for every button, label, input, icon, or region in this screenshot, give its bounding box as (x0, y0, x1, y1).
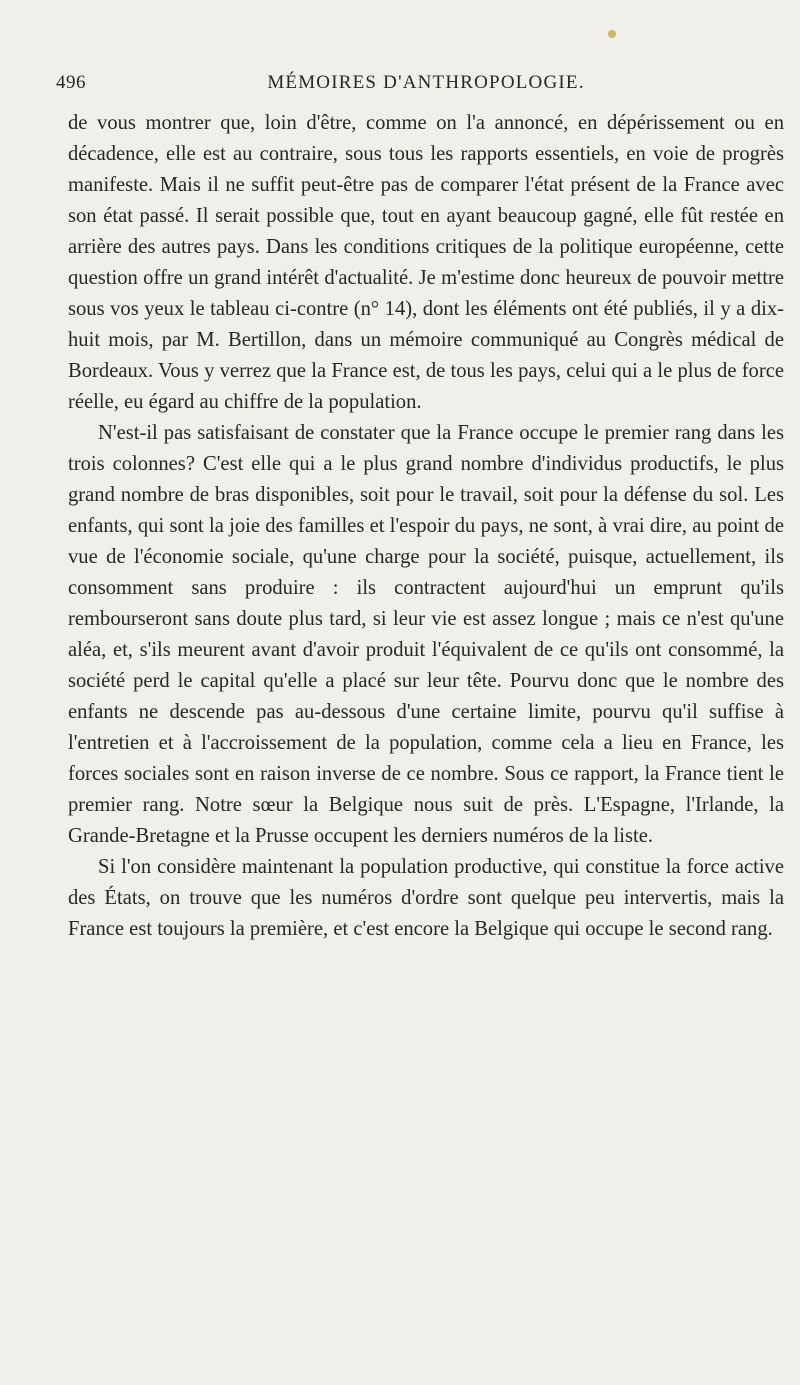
running-head: MÉMOIRES D'ANTHROPOLOGIE. (267, 72, 585, 93)
body-text (68, 108, 784, 945)
ink-speck (608, 30, 616, 38)
paragraph-ranking: N'est-il pas satisfaisant de constater que la France occupe le premier rang dans les trois colonnes? C'est elle qui a le plus grand nombre d'individus productifs, le plus grand nombre de bras disponibles, soit pour le travail, soit pour la défense du sol. Les enfants, qui sont la joie des familles et l'espoir du pays, ne sont, à vrai dire, au point de vue de l'économie sociale, qu'une charge pour la société, puisque, actuellement, ils consomment sans produire : ils contractent aujourd'hui un emprunt qu'ils rembourseront sans doute plus tard, si leur vie est assez longue ; mais ce n'est qu'une aléa, et, s'ils meurent avant d'avoir produit l'équivalent de ce qu'ils ont consommé, la société perd le capital qu'elle a placé sur leur tête. Pourvu donc que le nombre des enfants ne descende pas au-dessous d'une certaine limite, pourvu qu'il suffise à l'entretien et à l'accroissement de la population, comme cela a lieu en France, les forces sociales sont en raison inverse de ce nombre. Sous ce rapport, la France tient le premier rang. Notre sœur la Belgique nous suit de près. L'Espagne, l'Irlande, la Grande-Bretagne et la Prusse occupent les derniers numéros de la liste. (68, 422, 784, 847)
page-number: 496 (56, 72, 86, 93)
page-header (56, 72, 784, 102)
paragraph-continuation: de vous montrer que, loin d'être, comme on l'a annoncé, en dépérissement ou en décadence, elle est au contraire, sous tous les rapports essentiels, en voie de progrès manifeste. Mais il ne suffit peut-être pas de comparer l'état présent de la France avec son état passé. Il serait possible que, tout en ayant beaucoup gagné, elle fût restée en arrière des autres pays. Dans les conditions critiques de la politique européenne, cette question offre un grand intérêt d'actualité. Je m'estime donc heureux de pouvoir mettre sous vos yeux le tableau ci-contre (n° 14), dont les éléments ont été publiés, il y a dix-huit mois, par M. Bertillon, dans un mémoire communiqué au Congrès médical de Bordeaux. Vous y verrez que la France est, de tous les pays, celui qui a le plus de force réelle, eu égard au chiffre de la population. (68, 112, 784, 413)
paragraph-productive-population: Si l'on considère maintenant la population productive, qui constitue la force active des États, on trouve que les numéros d'ordre sont quelque peu intervertis, mais la France est toujours la première, et c'est encore la Belgique qui occupe le second rang. (68, 856, 784, 940)
